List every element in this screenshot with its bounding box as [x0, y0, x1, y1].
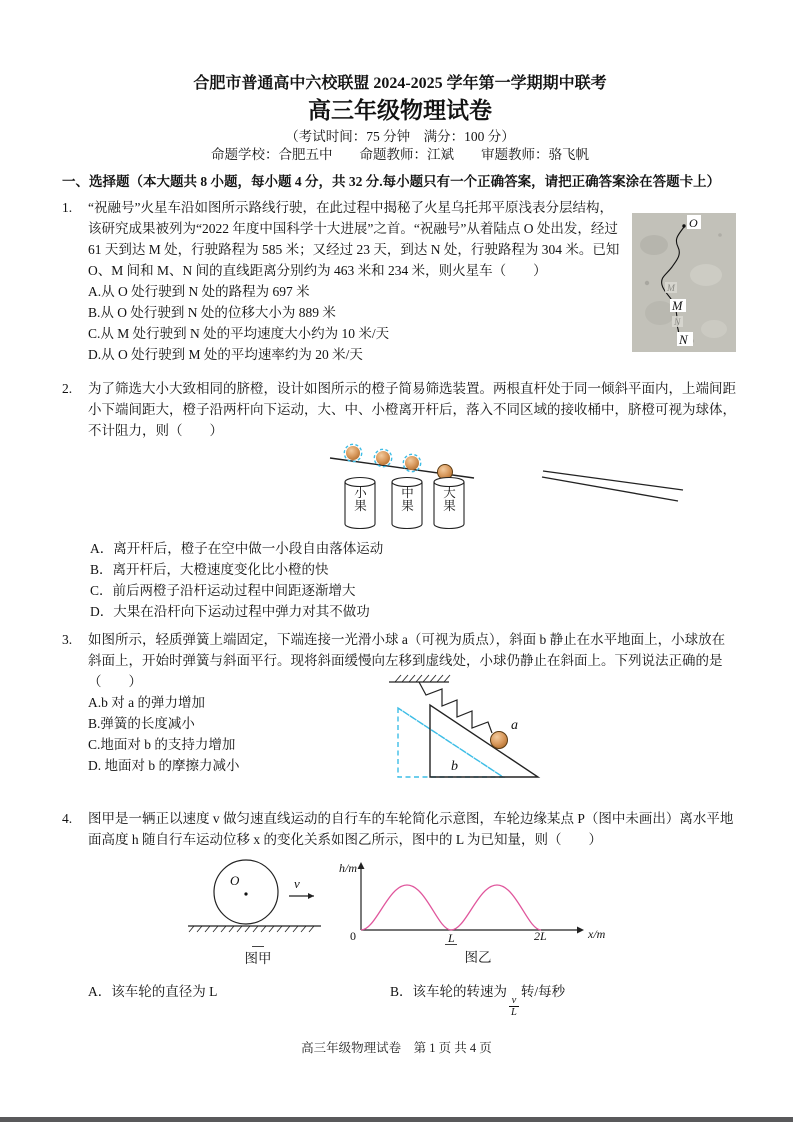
bucket-label-medium: 中果 — [401, 486, 414, 513]
caption-jia-tick — [252, 946, 264, 948]
orange-small — [346, 446, 360, 460]
question-4-body — [88, 808, 738, 1018]
tick-2L-label: 2L — [534, 929, 547, 943]
question-1-number: 1. — [62, 200, 73, 215]
point-O-label: O — [689, 216, 698, 230]
question-3-stem: 如图所示，轻质弹簧上端固定，下端连接一光滑小球 a（可视为质点），斜面 b 静止在水平地面上，小球放在斜面上，开始时弹簧与斜面平行。现将斜面缓慢向左移到虚线处，小球仍静止在斜面上。下列说法正确的是（ ） — [88, 632, 726, 689]
question-1 — [62, 197, 738, 365]
orange-sorter-figure — [88, 441, 738, 538]
ball-a — [491, 732, 508, 749]
v-over-L-fraction — [509, 995, 519, 1018]
question-3-option-a: A.b 对 a 的弹力增加 — [88, 695, 205, 710]
question-1-stem: “祝融号”火星车沿如图所示路线行驶，在此过程中揭秘了火星乌托邦平原浅表分层结构，该研究成果被列为“2022 年度中国科学十大进展”之首。“祝融号”从着陆点 O 处出发，经过 61 天到达 M 处，行驶路程为 585 米；又经过 23 天，到达 N 处，行驶路程为 304 米。已知 O、M 间和 M、N 间的直线距离分别约为 463 米和 234 米，则火星车（ ） — [88, 200, 620, 278]
velocity-label: v — [294, 876, 300, 891]
origin-label: 0 — [350, 929, 356, 943]
question-2-option-a: A．离开杆后，橙子在空中做一小段自由落体运动 — [90, 541, 384, 556]
orange-medium2 — [405, 456, 419, 470]
question-2-option-d: D．大果在沿杆向下运动过程中弹力对其不做功 — [90, 604, 370, 619]
question-3-number: 3. — [62, 632, 73, 647]
caption-yi-text: 图乙 — [464, 950, 492, 965]
option-b-prefix: B．该车轮的转速为 — [390, 984, 508, 999]
question-4-number: 4. — [62, 811, 73, 826]
incline-b-label: b — [451, 759, 458, 774]
wheel-figure — [188, 858, 328, 938]
caption-yi — [338, 946, 618, 969]
exam-info-line: （考试时间：75 分钟 满分：100 分） — [285, 129, 515, 144]
question-4-figures — [88, 858, 738, 946]
page-title: 高三年级物理试卷 — [308, 98, 492, 123]
question-1-body — [88, 197, 738, 365]
question-4-options — [88, 981, 738, 1018]
mars-crater — [645, 281, 649, 285]
scan-bottom-bar — [0, 1117, 793, 1122]
wheel-center-dot — [244, 892, 247, 895]
bucket-label-large: 大果 — [443, 486, 456, 513]
point-N-photo-label: N — [674, 318, 681, 328]
fraction-numerator: v — [511, 995, 517, 1006]
orange-sorter-svg — [328, 441, 698, 538]
question-4 — [62, 808, 738, 1018]
orange-medium — [376, 451, 390, 465]
point-N-label: N — [679, 332, 688, 347]
exam-setters-line: 命题学校：合肥五中 命题教师：江斌 审题教师：骆飞帆 — [211, 147, 589, 162]
h-x-graph-figure — [338, 858, 618, 946]
wheel-center-label: O — [230, 873, 240, 888]
option-b-suffix: 转/每秒 — [520, 984, 566, 999]
ball-a-label: a — [511, 718, 518, 733]
mars-terrain-patch — [640, 235, 668, 255]
spring-incline-figure — [383, 673, 633, 798]
y-axis-arrowhead — [358, 862, 365, 869]
mars-terrain-patch — [690, 264, 722, 286]
x-axis-label: x/m — [588, 927, 606, 941]
section-marker: 一、 — [62, 174, 89, 189]
mars-crater — [718, 233, 722, 237]
question-2-stem: 为了筛选大小大致相同的脐橙，设计如图所示的橙子简易筛选装置。两根直杆处于同一倾斜平面内，上端间距小下端间距大，橙子沿两杆向下运动，大、中、小橙离开杆后，落入不同区域的接收桶中，脐橙可视为球体，不计阻力，则（ ） — [88, 381, 736, 438]
fraction-denominator: L — [511, 1007, 517, 1019]
page-content — [62, 74, 738, 1018]
route-start-dot — [682, 224, 685, 227]
question-3-option-c: C.地面对 b 的支持力增加 — [88, 737, 236, 752]
question-3-body — [88, 629, 738, 801]
page-footer: 高三年级物理试卷 第 1 页 共 4 页 — [301, 1041, 492, 1055]
question-2-number: 2. — [62, 381, 73, 396]
tick-L-label: L — [448, 931, 455, 945]
question-2-option-c: C．前后两橙子沿杆运动过程中间距逐渐增大 — [90, 583, 356, 598]
figure-captions — [88, 946, 738, 969]
question-3-option-d: D. 地面对 b 的摩擦力减小 — [88, 758, 240, 773]
x-axis-arrowhead — [577, 927, 584, 934]
question-3-options — [88, 692, 388, 776]
incline-solid — [430, 705, 538, 777]
question-2 — [62, 378, 738, 622]
cycloid-curve — [361, 885, 541, 930]
mars-route-figure — [632, 213, 736, 352]
ground-hatch — [189, 926, 314, 932]
question-2-body — [88, 378, 738, 622]
question-4-option-a: A．该车轮的直径为 L — [88, 984, 218, 999]
question-1-option-a: A.从 O 处行驶到 N 处的路程为 697 米 — [88, 284, 310, 299]
wheel-circle — [214, 860, 278, 924]
question-2-option-b: B．离开杆后，大橙速度变化比小橙的快 — [90, 562, 329, 577]
section-heading — [62, 171, 738, 192]
question-3-option-b: B.弹簧的长度减小 — [88, 716, 195, 731]
point-M-label: M — [672, 299, 683, 313]
question-1-option-b: B.从 O 处行驶到 N 处的位移大小为 889 米 — [88, 305, 336, 320]
question-1-option-c: C.从 M 处行驶到 N 处的平均速度大小约为 10 米/天 — [88, 326, 390, 341]
ceiling-hatch — [395, 675, 450, 682]
bucket-label-small: 小果 — [354, 486, 367, 513]
exam-header-line: 合肥市普通高中六校联盟 2024-2025 学年第一学期期中联考 — [193, 75, 607, 92]
question-4-option-b — [390, 981, 565, 1018]
y-axis-label: h/m — [339, 861, 357, 875]
question-1-option-d: D.从 O 处行驶到 M 处的平均速率约为 20 米/天 — [88, 347, 363, 362]
section-heading-text: 选择题（本大题共 8 小题，每小题 4 分，共 32 分.每小题只有一个正确答案，请把正确答案涂在答题卡上） — [89, 174, 721, 189]
question-4-stem: 图甲是一辆正以速度 v 做匀速直线运动的自行车的车轮简化示意图，车轮边缘某点 P（图中未画出）离水平地面高度 h 随自行车运动位移 x 的变化关系如图乙所示，图中的 L 为已知量，则（ ） — [88, 811, 734, 847]
caption-jia — [188, 946, 328, 969]
velocity-arrowhead — [308, 893, 314, 899]
caption-jia-text: 图甲 — [244, 951, 272, 966]
mars-terrain-patch — [701, 320, 727, 338]
question-3 — [62, 629, 738, 801]
point-M-photo-label: M — [667, 284, 675, 294]
